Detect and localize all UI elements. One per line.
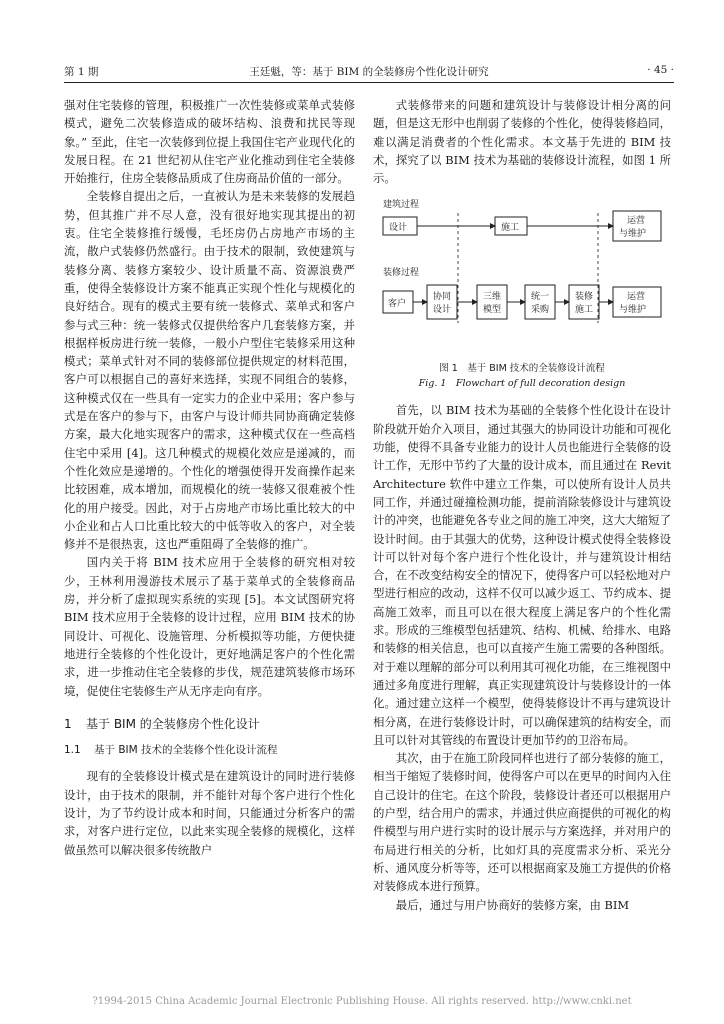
3d-model-line1: 三维 [483, 292, 502, 303]
collaborative-design-line2: 设计 [433, 305, 452, 316]
operation-box-line1: 运营 [627, 216, 646, 227]
paragraph: 现有的全装修设计模式是在建筑设计的同时进行装修设计，由于技术的限制，并不能针对每个客户进行个性化设计，为了节约设计成本和时间，只能通过分析客户的需求，对客户进行定位，以此来实现全装修的规模化，这样做虽然可以解决很多传统散户 [64, 769, 355, 857]
unified-purchase-line1: 统一 [531, 292, 550, 303]
subsection-number: 1.1 [64, 744, 81, 757]
flowchart-diagram [373, 195, 671, 357]
section-heading [64, 715, 355, 733]
paragraph: 其次，由于在施工阶段同样也进行了部分装修的施工，相当于缩短了装修时间，使得客户可以在更早的时间内入住自己设计的住宅。在这个阶段，装修设计者还可以根据用户的户型，结合用户的需求，并通过供应商提供的可视化的构件模型与用户进行实时的设计展示与方案选择，并对用户的布局进行相关的分析，比如灯具的亮度需求分析、采光分析、通风度分析等等，还可以根据商家及施工方提供的价格对装修成本进行预算。 [373, 751, 671, 894]
figure-flowchart [373, 195, 671, 357]
section-number: 1 [64, 716, 72, 731]
subsection-heading [64, 741, 355, 759]
client-box-label: 客户 [388, 299, 407, 310]
unified-purchase-line2: 采购 [531, 305, 550, 316]
design-box-label: 设计 [389, 223, 408, 234]
copyright-footer: ?1994-2015 China Academic Journal Electronic Publishing House. All rights reserved. http://www.cnki.net [92, 996, 632, 1007]
paragraph: 强对住宅装修的管理，积极推广一次性装修或菜单式装修模式，避免二次装修造成的破坏结构、浪费和扰民等现象。” 至此，住宅一次装修到位提上我国住宅产业现代化的发展日程。在 21 世纪初从住宅产业化推动到住宅全装修开始推行，住房全装修品质成了住房商品价值的一部分。 [64, 98, 355, 186]
header-rule [64, 82, 674, 83]
paragraph: 首先，以 BIM 技术为基础的全装修个性化设计在设计阶段就开始介入项目，通过其强大的协同设计功能和可视化功能，使得不具备专业能力的设计人员也能进行全装修的设计工作，无形中节约了大量的设计成本，而且通过在 Revit Architecture 软件中建立工作集，可以使所有设计人员共同工作，并通过碰撞检测功能，提前消除装修设计与建筑设计的冲突，也能避免各专业之间的施工冲突，这大大缩短了设计时间。由于其强大的优势，这种设计模式使得全装修设计可以针对每个客户进行个性化设计，并与建筑设计相结合，在不改变结构安全的情况下，使得客户可以轻松地对户型进行相应的改动，这样不仅可以减少返工、节约成本、提高施工效率，而且可以在很大程度上满足客户的个性化需求。形成的三维模型包括建筑、结构、机械、给排水、电路和装修的相关信息，也可以直接产生施工需要的各种图纸。对于难以理解的部分可以利用其可视化功能，在三维视图中通过多角度进行理解，真正实现建筑设计与装修设计的一体化。通过建立这样一个模型，使得装修设计不再与建筑设计相分离，在进行装修设计时，可以确保建筑的结构安全，而且可以针对其管线的布置设计更加节约的卫浴布局。 [373, 403, 671, 747]
paragraph: 国内关于将 BIM 技术应用于全装修的研究相对较少，王林利用漫游技术展示了基于菜单式的全装修商品房，并分析了虚拟现实系统的实现 [5]。本文试图研究将 BIM 技术应用于全装修的设计过程，应用 BIM 技术的协同设计、可视化、设施管理、分析模拟等功能，方便快捷地进行全装修的个性化设计，更好地满足客户的个性化需求，进一步推动住宅全装修的步伐，规范建筑装修市场环境，促使住宅装修生产从无序走向有序。 [64, 555, 355, 698]
running-header [64, 64, 674, 78]
running-title: 王廷魁，等：基于 BIM 的全装修房个性化设计研究 [249, 66, 489, 78]
subsection-title: 基于 BIM 技术的全装修个性化设计流程 [94, 744, 278, 757]
figure-caption-chinese: 图 1 基于 BIM 技术的全装修设计流程 [439, 363, 605, 375]
3d-model-line2: 模型 [483, 305, 502, 316]
decoration-process-label: 装修过程 [383, 268, 420, 279]
figure-caption-english: Fig. 1 Flowchart of full decoration design [418, 378, 626, 390]
operation-box-line1: 运营 [627, 292, 646, 303]
paragraph: 全装修自提出之后，一直被认为是未来装修的发展趋势，但其推广并不尽人意，没有很好地实现其提出的初衷。住宅全装修推行缓慢，毛坯房仍占房地产市场的主流，散户式装修仍然盛行。由于技术的限制，致使建筑与装修分离、装修方案较少、设计质量不高、资源浪费严重，使得全装修设计方案不能真正实现个性化与规模化的良好结合。现有的模式主要有统一装修式、菜单式和客户参与式三种：统一装修式仅提供给客户几套装修方案，并根据样板房进行统一装修，一般小户型住宅装修采用这种模式；菜单式针对不同的装修部位提供规定的材料范围，客户可以根据自己的喜好来选择，实现不同组合的装修，这种模式仅在一些具有一定实力的企业中采用；客户参与式是在客户的参与下，由客户与设计师共同协商确定装修方案，最大化地实现客户的需求，这种模式仅在一些高档住宅中采用 [4]。这几种模式的规模化效应是递减的，而个性化效应是递增的。个性化的增强使得开发商操作起来比较困难，成本增加，而规模化的统一装修又很难被个性化的用户接受。因此，对于占房地产市场比重比较大的中小企业和占人口比重比较大的中低等收入的客户，对全装修并不是很热衷，这也严重阻碍了全装修的推广。 [64, 189, 355, 552]
page-number: · 45 · [647, 64, 674, 76]
section-title: 基于 BIM 的全装修房个性化设计 [86, 716, 260, 731]
decoration-construction-line2: 施工 [575, 305, 594, 316]
paragraph: 式装修带来的问题和建筑设计与装修设计相分离的问题，但是这无形中也削弱了装修的个性化，使得装修趋同，难以满足消费者的个性化需求。本文基于先进的 BIM 技术，探究了以 BIM 技术为基础的装修设计流程，如图 1 所示。 [373, 98, 671, 186]
build-process-label: 建筑过程 [383, 200, 420, 211]
operation-box-line2: 与维护 [619, 229, 647, 240]
construction-box-label: 施工 [501, 223, 520, 234]
issue-number: 第 1 期 [64, 66, 99, 78]
right-column [373, 96, 671, 914]
operation-box-line2: 与维护 [619, 305, 647, 316]
left-column [64, 96, 355, 859]
decoration-construction-line1: 装修 [575, 292, 594, 303]
paragraph: 最后，通过与用户协商好的装修方案，由 BIM [395, 897, 629, 912]
collaborative-design-line1: 协同 [433, 292, 452, 303]
